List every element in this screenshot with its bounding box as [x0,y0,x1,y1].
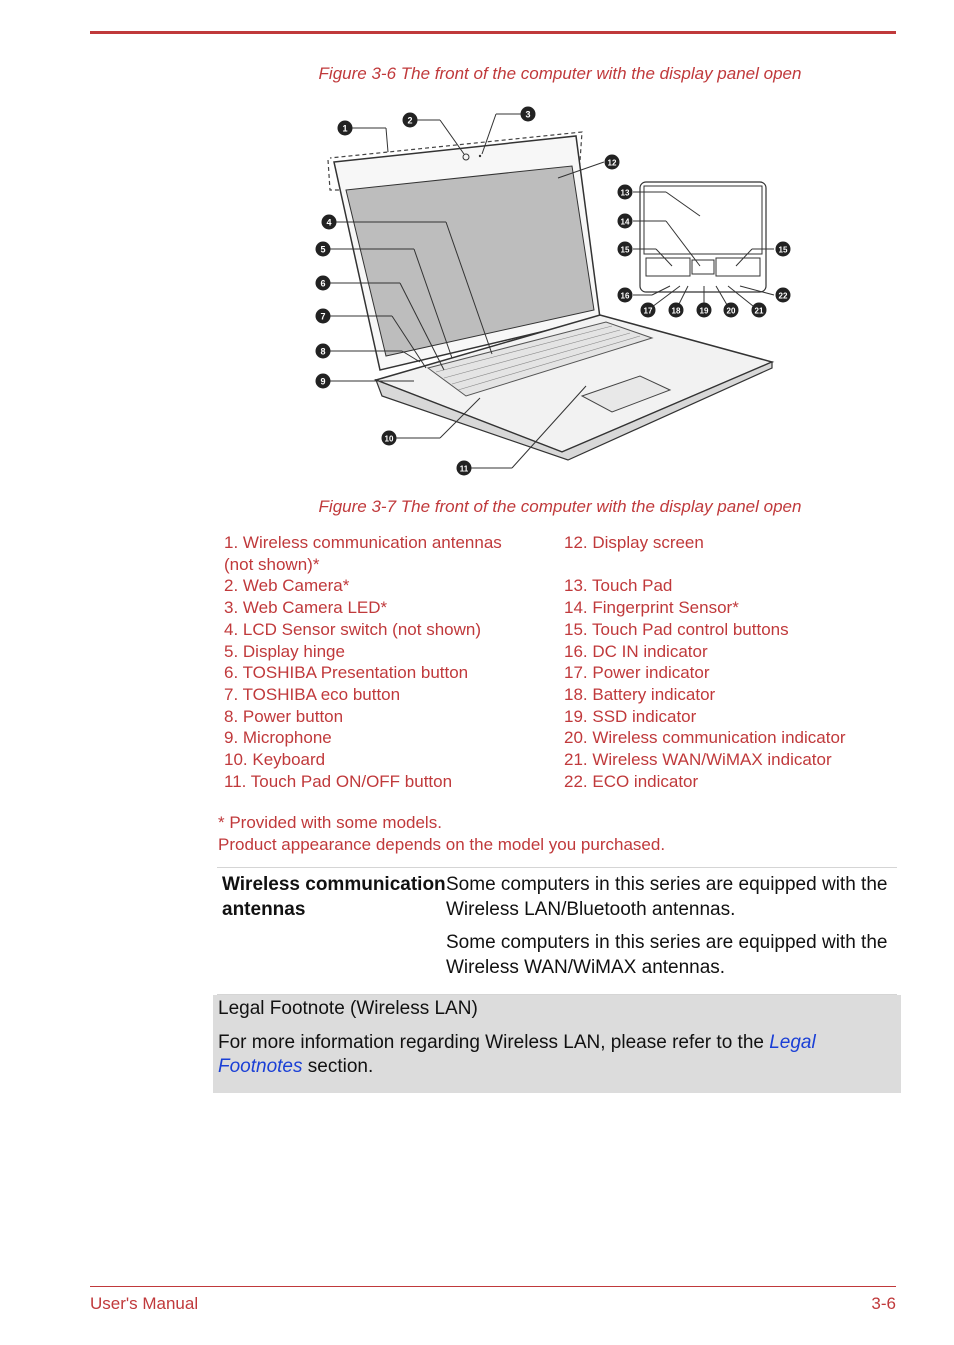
callout-6 [316,276,331,291]
legend-item: 18. Battery indicator [564,684,716,704]
svg-text:20: 20 [726,306,736,316]
spec-description-paragraph: Some computers in this series are equipped with the Wireless WAN/WiMAX antennas. [446,932,888,978]
legend-item: 4. LCD Sensor switch (not shown) [224,619,481,639]
spec-table [217,867,897,996]
svg-text:5: 5 [320,244,326,255]
legal-footnote-text: For more information regarding Wireless LAN, please refer to the [218,1032,770,1053]
callout-3 [521,107,536,122]
callout-4 [322,215,337,230]
legend-item: 3. Web Camera LED* [224,598,388,618]
svg-text:3: 3 [525,109,531,120]
legend-item: 16. DC IN indicator [564,641,708,661]
svg-text:22: 22 [778,291,788,301]
callout-10 [382,431,397,446]
callout-15-right [776,242,791,257]
legend-item: 19. SSD indicator [564,706,697,726]
legend-right-column [564,532,884,792]
legend-item: 8. Power button [224,706,344,726]
callout-2 [403,113,418,128]
footer-manual-title: User's Manual [90,1294,199,1313]
model-notes [218,812,665,856]
svg-text:21: 21 [754,306,764,316]
svg-text:12: 12 [607,158,617,168]
table-row [217,868,897,994]
footnote-appearance: Product appearance depends on the model you purchased. [218,835,666,854]
legend-item: 14. Fingerprint Sensor* [564,598,739,618]
touchpad-zoom-surface [644,186,762,254]
legal-footnote-title: Legal Footnote (Wireless LAN) [218,998,478,1019]
legend-item: 13. Touch Pad [564,576,673,596]
legend-item: 17. Power indicator [564,663,710,683]
legal-footnotes-link[interactable]: Legal Footnotes [218,1032,816,1077]
callout-13 [618,185,633,200]
callout-22 [776,288,791,303]
callout-11 [457,461,472,476]
svg-text:8: 8 [320,346,326,357]
svg-text:9: 9 [320,376,326,387]
legend-item: 6. TOSHIBA Presentation button [224,663,469,683]
spec-term: Wireless communication antennas [222,874,446,920]
legend-item: 2. Web Camera* [224,576,350,596]
callout-5 [316,242,331,257]
footer-page-number: 3-6 [871,1294,896,1313]
svg-text:4: 4 [326,217,332,228]
svg-text:15: 15 [620,245,630,255]
touchpad-right-button-zoom [716,258,760,276]
header-rule [90,31,896,34]
legend-item: 12. Display screen [564,533,704,552]
callout-9 [316,374,331,389]
legend-item: 10. Keyboard [224,750,326,770]
footer-rule [90,1286,896,1287]
legal-footnote-text: section. [302,1056,374,1077]
legend-item: 20. Wireless communication indicator [564,728,846,748]
svg-text:15: 15 [778,245,788,255]
callout-15-left [618,242,633,257]
svg-text:17: 17 [643,306,653,316]
svg-text:6: 6 [320,278,326,289]
callout-21 [752,303,767,318]
callout-16 [618,288,633,303]
spec-description-paragraph: Some computers in this series are equipped with the Wireless LAN/Bluetooth antennas. [446,874,888,920]
callout-18 [669,303,684,318]
svg-text:13: 13 [620,188,630,198]
figure-caption-top: Figure 3-6 The front of the computer with the display panel open [318,64,802,83]
legend-item: 11. Touch Pad ON/OFF button [224,771,453,791]
legal-footnote-body [218,1031,878,1079]
laptop-diagram-svg [300,100,800,485]
laptop-illustration [300,100,800,485]
callout-20 [724,303,739,318]
legend-left-column [224,532,564,792]
legend-item: 7. TOSHIBA eco button [224,684,401,704]
callout-7 [316,309,331,324]
webcam-led-icon [479,155,481,157]
legend-item: 15. Touch Pad control buttons [564,619,789,639]
svg-text:2: 2 [407,115,413,126]
svg-text:10: 10 [384,434,394,444]
touchpad-left-button-zoom [646,258,690,276]
legend-item: 5. Display hinge [224,641,345,661]
svg-text:14: 14 [620,217,630,227]
footnote-provided: * Provided with some models. [218,813,442,832]
svg-text:7: 7 [320,311,326,322]
legal-footnote-box [213,995,901,1093]
legend-item: 22. ECO indicator [564,771,699,791]
legend-item: 1. Wireless communication antennas (not shown)* [224,533,502,574]
callout-12 [605,155,620,170]
callout-14 [618,214,633,229]
svg-text:18: 18 [671,306,681,316]
svg-text:11: 11 [459,464,469,474]
legend-item: 9. Microphone [224,728,332,748]
svg-text:19: 19 [699,306,709,316]
spec-description [446,872,897,988]
legend-item: 21. Wireless WAN/WiMAX indicator [564,750,832,770]
svg-text:16: 16 [620,291,630,301]
fingerprint-sensor-zoom [692,260,714,274]
callout-17 [641,303,656,318]
svg-text:1: 1 [342,123,348,134]
figure-caption-bottom: Figure 3-7 The front of the computer with the display panel open [318,497,802,516]
callout-19 [697,303,712,318]
callout-8 [316,344,331,359]
callout-1 [338,121,353,136]
